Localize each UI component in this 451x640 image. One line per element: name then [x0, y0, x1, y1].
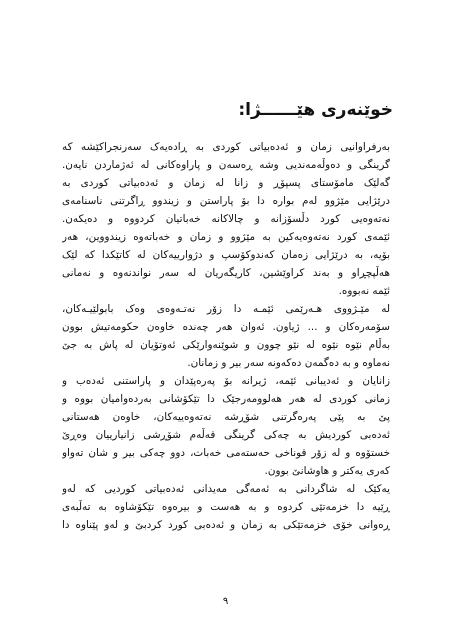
text-line: گرینگی و دەوڵەمەندیی وشە ڕەسەن و پاراوەکانی لە ئەژماردن نایەن.: [62, 159, 390, 171]
text-line: ئەدەبی کوردیش بە چەکی گرینگی قەڵەم شۆڕشی زانیارییان وەڕێ: [62, 429, 390, 441]
text-line: گەلێک مامۆستای پسپۆڕ و زانا لە زمان و ئەدەبیاتی کوردی بە: [62, 177, 390, 189]
text-line: ئێمە نەبووە.: [338, 285, 390, 297]
text-line: یەکێک لە شاگردانی بە ئەمەگی مەیدانی ئەدەبیاتی کوردیی کە لەو: [62, 483, 390, 495]
text-line: پێ بە پێی پەرەگرتنی شۆڕشە نەتەوەییەکان، خاوەن هەستانی: [62, 411, 390, 423]
text-line: زمانی کوردی لە هەر هەلوومەرجێک دا تێکۆشانی بەردەوامیان بووە و: [62, 393, 390, 405]
text-line: زانایان و ئەدیبانی ئێمە، ژیرانە بۆ پەرەپێدان و پاراستنی ئەدەب و: [62, 375, 390, 387]
text-line: نەماوە و بە دەگمەن دەکەونە سەر بیر و زمانان.: [187, 357, 390, 369]
text-line: ئێمەی کورد نەتەوەیەکین بە مێژوو و زمان و خەباتەوە زیندووین، هەر: [62, 231, 390, 243]
text-line: کەری یەکتر و هاوشانێ بوون.: [264, 465, 390, 477]
text-line: بەرفراوانیی زمان و ئەدەبیاتی کوردی بە ڕادەیەک سەرنجراکێشە کە: [62, 141, 390, 153]
text-line: ڕێیە دا خزمەتێی کردوە و بە هەست و بیرەوە تێکۆشاوە بە تەڵبەی: [62, 501, 390, 513]
text-line: هەڵپچڕاو و بەند کراوێشین، کاریگەریان لە سەر نواندنەوە و نەمانی: [62, 267, 390, 279]
body-text: [62, 138, 390, 534]
text-line: بۆیە، بە درێژایی زەمان کەندوکۆسپ و دژوارییەکان لە کاتێکدا کە لێک: [62, 249, 390, 261]
text-line: نەتەوەیی کورد دڵسۆزانە و چالاکانە خەباتیان کردووە و دەیکەن.: [62, 213, 390, 225]
text-line: درێژایی مێژوو لەم بوارە دا بۆ پاراستن و زیندوو ڕاگرتنی ناسنامەی: [62, 195, 390, 207]
text-line: خستۆوە و لە زۆر قوناخی حەستەمی خەبات، دوو چەکی بیر و شان تەواو: [62, 447, 390, 459]
text-line: ڕەوانی خۆی خزمەتێکی بە زمان و ئەدەبی کورد کردبێ و لەو پێناوە دا: [62, 519, 390, 531]
page-title: خوێنەری هێــــــژا:: [238, 100, 393, 120]
page-number: ٩: [222, 596, 229, 607]
text-line: لە مێـژووی هـەرێمی ئێمـە دا زۆر نەتـەوەی وەک بابولێیـەکان،: [62, 303, 390, 315]
text-line: سۆمەرەکان و ... ژیاون. ئەوان هەر چەندە خاوەن حکومەتیش بوون: [62, 321, 390, 333]
text-line: بەڵام نێوە نێوە لە نێو چوون و شوێنەوارێکی ئەوتۆیان لە پاش بە جێ: [62, 339, 390, 351]
